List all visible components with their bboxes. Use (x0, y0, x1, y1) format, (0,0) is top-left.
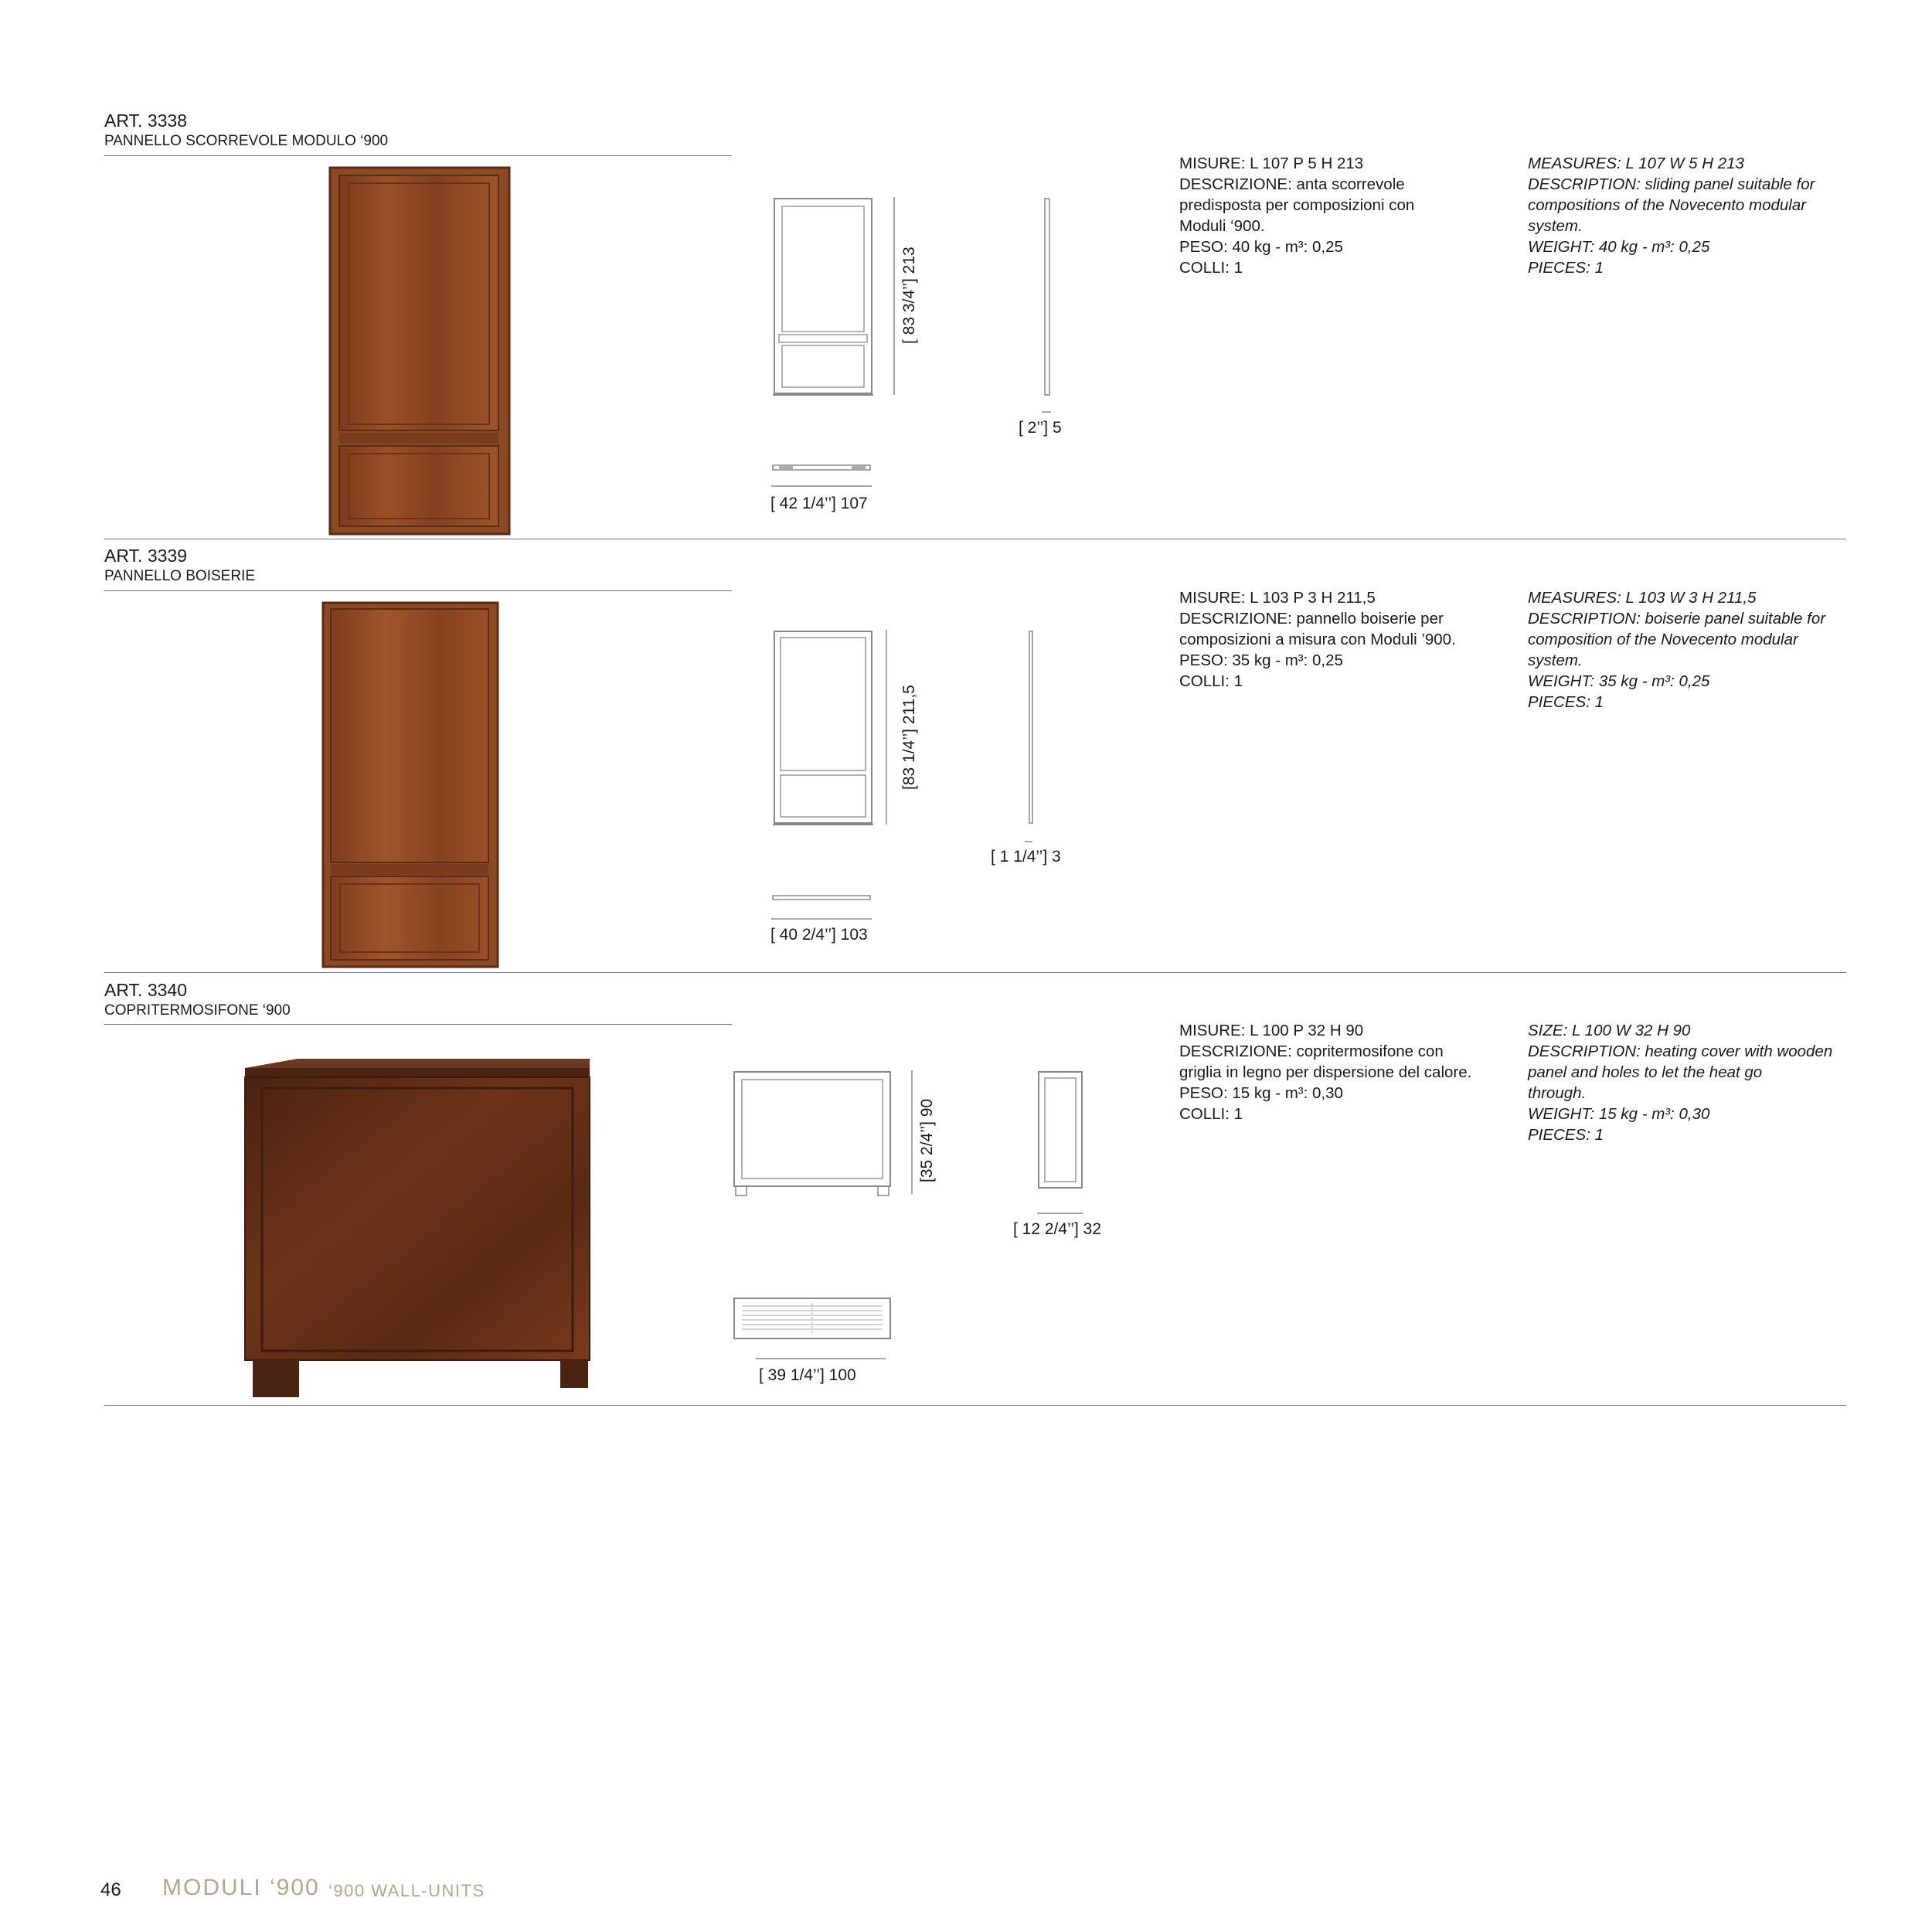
dimension-line (883, 630, 890, 827)
dimension-line (1042, 410, 1051, 413)
section-divider (104, 1405, 1846, 1406)
product-photo-boiserie-panel (321, 601, 499, 968)
header-rule (104, 1024, 732, 1025)
catalog-section-subtitle: ‘900 WALL-UNITS (328, 1881, 485, 1900)
spec-italian: MISURE: L 103 P 3 H 211,5 DESCRIZIONE: pannello boiserie per composizioni a misura con Moduli ’900. PESO: 35 kg - m³: 0,25 COLLI: 1 (1179, 589, 1456, 690)
drawing-side-3339 (1027, 630, 1035, 825)
dimension-line (771, 917, 873, 920)
dimension-line (771, 485, 873, 488)
art-number: ART. 3338 (104, 111, 187, 131)
page-number: 46 (100, 1879, 121, 1900)
dimension-line (890, 197, 898, 396)
product-name: PANNELLO SCORREVOLE MODULO ‘900 (104, 133, 389, 149)
dimension-depth: [ 1 1/4’’] 3 (991, 848, 1061, 866)
art-number: ART. 3339 (104, 546, 187, 566)
drawing-front-3340 (733, 1070, 895, 1198)
header-rule (104, 155, 732, 156)
header-rule (104, 590, 732, 591)
drawing-top-3339 (771, 895, 873, 901)
spec-english: MEASURES: L 103 W 3 H 211,5 DESCRIPTION: boiserie panel suitable for composition of the Novecento modular system. WEIGHT: 35 kg - m³: 0,25 PIECES: 1 (1528, 589, 1826, 711)
drawing-front-3338 (773, 197, 877, 398)
product-photo-sliding-panel (328, 166, 512, 536)
spec-english: MEASURES: L 107 W 5 H 213 DESCRIPTION: sliding panel suitable for compositions of the Novecento modular system. WEIGHT: 40 kg - m³: 0,25 PIECES: 1 (1528, 155, 1815, 277)
section-divider (104, 972, 1846, 973)
dimension-line (1037, 1212, 1085, 1215)
dimension-height: [ 83 3/4’’] 213 (900, 247, 918, 344)
spec-english: SIZE: L 100 W 32 H 90 DESCRIPTION: heating cover with wooden panel and holes to let the heat go through. WEIGHT: 15 kg - m³: 0,30 PIECES: 1 (1528, 1022, 1833, 1144)
dimension-width: [ 39 1/4’’] 100 (759, 1366, 856, 1384)
drawing-front-3339 (773, 630, 877, 827)
dimension-height: [35 2/4’’] 90 (918, 1098, 936, 1182)
drawing-side-3340 (1037, 1070, 1085, 1198)
spec-italian: MISURE: L 100 P 32 H 90 DESCRIZIONE: copritermosifone con griglia in legno per dispersione del calore. PESO: 15 kg - m³: 0,30 COLLI: 1 (1179, 1022, 1472, 1123)
dimension-depth: [ 12 2/4’’] 32 (1013, 1220, 1102, 1238)
product-photo-radiator-cover (243, 1057, 591, 1399)
product-name: PANNELLO BOISERIE (104, 568, 255, 584)
dimension-line (756, 1357, 887, 1360)
dimension-line (1025, 840, 1032, 843)
dimension-width: [ 40 2/4’’] 103 (770, 926, 868, 944)
drawing-top-3338 (771, 464, 873, 473)
drawing-top-3340 (733, 1297, 895, 1342)
catalog-section-title: MODULI ‘900 (162, 1875, 320, 1900)
dimension-width: [ 42 1/4’’] 107 (770, 495, 868, 512)
dimension-line (908, 1070, 916, 1196)
drawing-side-3338 (1043, 197, 1052, 398)
art-number: ART. 3340 (104, 980, 187, 1000)
spec-italian: MISURE: L 107 P 5 H 213 DESCRIZIONE: anta scorrevole predisposta per composizioni con Moduli ‘900. PESO: 40 kg - m³: 0,25 COLLI: 1 (1179, 155, 1415, 277)
product-name: COPRITERMOSIFONE ‘900 (104, 1002, 291, 1019)
dimension-height: [83 1/4’’] 211,5 (900, 685, 918, 790)
dimension-depth: [ 2’’] 5 (1019, 419, 1062, 437)
